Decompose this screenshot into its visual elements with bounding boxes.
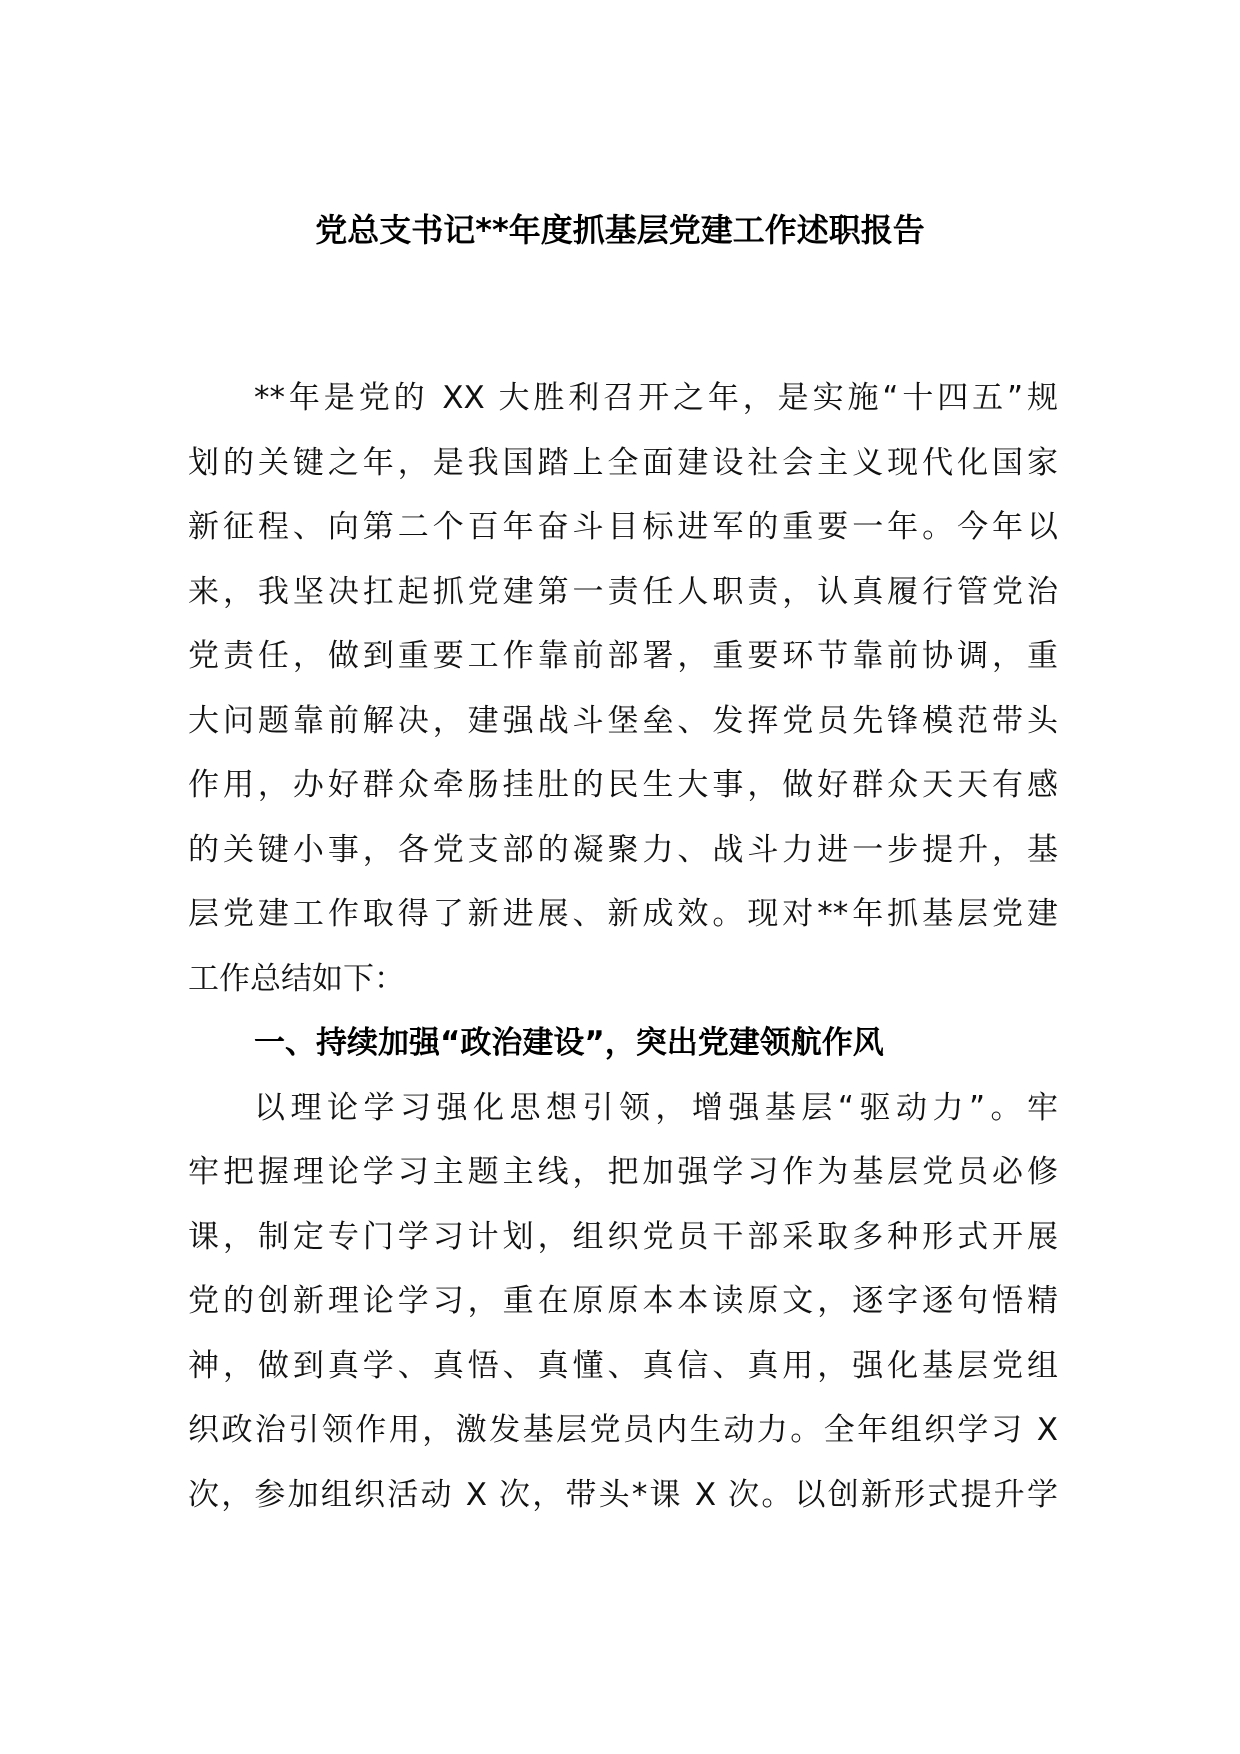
text-line: 党责任，做到重要工作靠前部署，重要环节靠前协调，重 bbox=[188, 638, 1058, 674]
text-line: 大问题靠前解决，建强战斗堡垒、发挥党员先锋模范带头 bbox=[188, 702, 1058, 739]
heading-line: 一、持续加强“政治建设”，突出党建领航作风 bbox=[254, 1025, 884, 1061]
text-line: 来，我坚决扛起抓党建第一责任人职责，认真履行管党治 bbox=[188, 573, 1058, 610]
text-line: 新征程、向第二个百年奋斗目标进军的重要一年。今年以 bbox=[188, 509, 1058, 545]
text-line: 层党建工作取得了新进展、新成效。现对**年抓基层党建 bbox=[188, 896, 1058, 932]
text-line: 划的关键之年，是我国踏上全面建设社会主义现代化国家 bbox=[188, 444, 1058, 481]
text-line: 课，制定专门学习计划，组织党员干部采取多种形式开展 bbox=[188, 1218, 1058, 1255]
section-heading bbox=[188, 1011, 1058, 1076]
text-line: 的关键小事，各党支部的凝聚力、战斗力进一步提升，基 bbox=[188, 831, 1058, 868]
text-line: 次，参加组织活动 X 次，带头*课 X 次。以创新形式提升学 bbox=[188, 1476, 1058, 1513]
text-line: 神，做到真学、真悟、真懂、真信、真用，强化基层党组 bbox=[188, 1347, 1058, 1384]
text-line: **年是党的 XX 大胜利召开之年，是实施“十四五”规 bbox=[254, 380, 1058, 416]
paragraph-theory-study bbox=[188, 1076, 1058, 1528]
text-line: 工作总结如下： bbox=[188, 960, 405, 997]
text-line: 以理论学习强化思想引领，增强基层“驱动力”。牢 bbox=[254, 1089, 1058, 1126]
text-line: 牢把握理论学习主题主线，把加强学习作为基层党员必修 bbox=[188, 1154, 1058, 1190]
document-body bbox=[188, 366, 1058, 1527]
text-line: 织政治引领作用，激发基层党员内生动力。全年组织学习 X bbox=[188, 1412, 1058, 1448]
text-line: 作用，办好群众牵肠挂肚的民生大事，做好群众天天有感 bbox=[188, 767, 1058, 803]
text-line: 党的创新理论学习，重在原原本本读原文，逐字逐句悟精 bbox=[188, 1283, 1058, 1319]
paragraph-intro bbox=[188, 366, 1058, 1011]
document-title: 党总支书记**年度抓基层党建工作述职报告 bbox=[315, 211, 925, 249]
